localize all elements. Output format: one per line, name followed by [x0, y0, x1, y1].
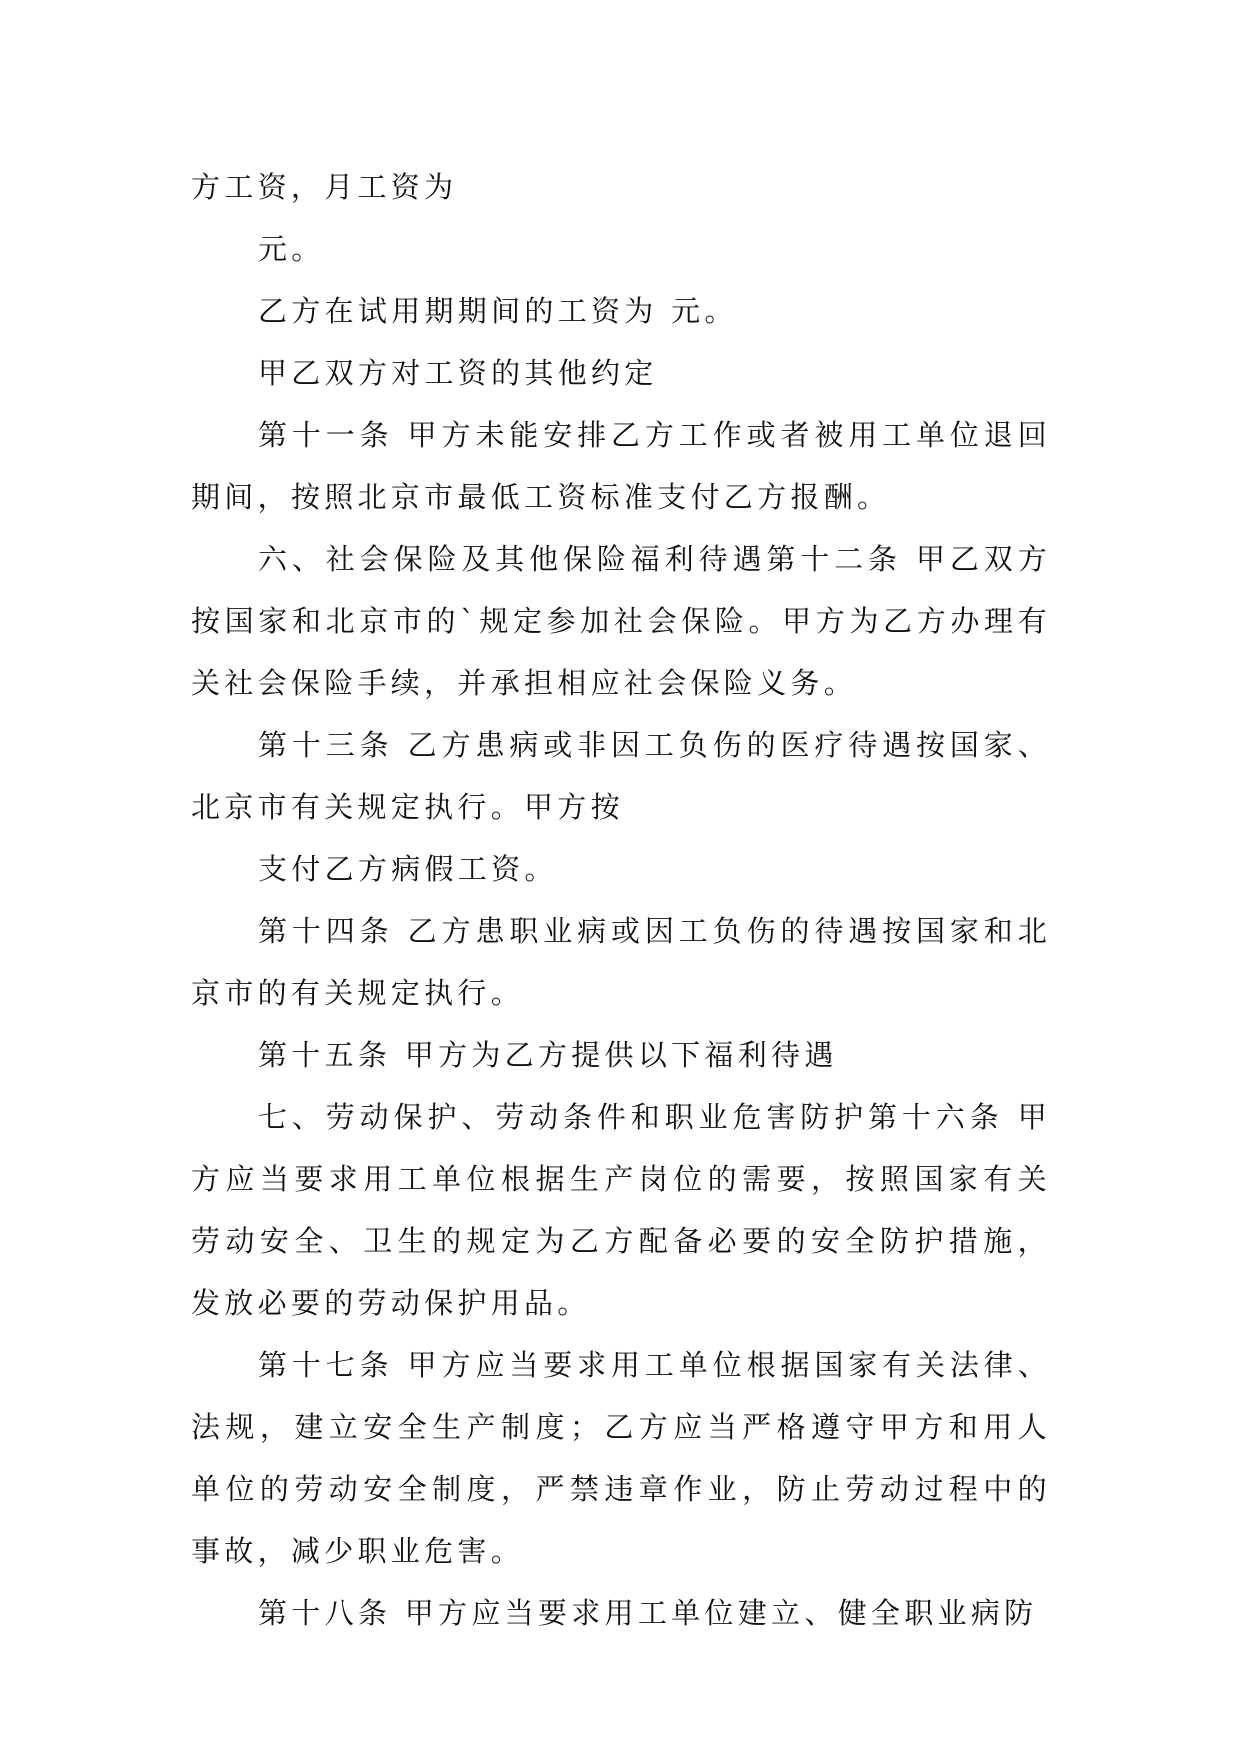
paragraph-2: 元。: [258, 232, 325, 266]
document-page: [191, 156, 1051, 1644]
section-7-article-16-paragraph: 七、劳动保护、劳动条件和职业危害防护第十六条 甲方应当要求用工单位根据生产岗位的需要，按照国家有关劳动安全、卫生的规定为乙方配备必要的安全防护措施，发放必要的劳动保护用品。: [191, 1100, 1051, 1320]
article-18-paragraph: 第十八条 甲方应当要求用工单位建立、健全职业病防: [258, 1596, 1038, 1630]
section-6-article-12-paragraph: 六、社会保险及其他保险福利待遇第十二条 甲乙双方按国家和北京市的`规定参加社会保险。甲方为乙方办理有关社会保险手续，并承担相应社会保险义务。: [191, 542, 1051, 700]
paragraph-4: 甲乙双方对工资的其他约定: [258, 356, 658, 390]
article-15-paragraph: 第十五条 甲方为乙方提供以下福利待遇: [258, 1038, 838, 1072]
article-11-paragraph: 第十一条 甲方未能安排乙方工作或者被用工单位退回期间，按照北京市最低工资标准支付乙方报酬。: [191, 418, 1051, 514]
article-17-paragraph: 第十七条 甲方应当要求用工单位根据国家有关法律、法规，建立安全生产制度；乙方应当严格遵守甲方和用人单位的劳动安全制度，严禁违章作业，防止劳动过程中的事故，减少职业危害。: [191, 1348, 1051, 1568]
paragraph-3: 乙方在试用期期间的工资为 元。: [258, 294, 738, 328]
sick-pay-paragraph: 支付乙方病假工资。: [258, 852, 558, 886]
article-13-paragraph: 第十三条 乙方患病或非因工负伤的医疗待遇按国家、北京市有关规定执行。甲方按: [191, 728, 1051, 824]
paragraph-1: 方工资，月工资为: [191, 170, 458, 204]
article-14-paragraph: 第十四条 乙方患职业病或因工负伤的待遇按国家和北京市的有关规定执行。: [191, 914, 1051, 1010]
